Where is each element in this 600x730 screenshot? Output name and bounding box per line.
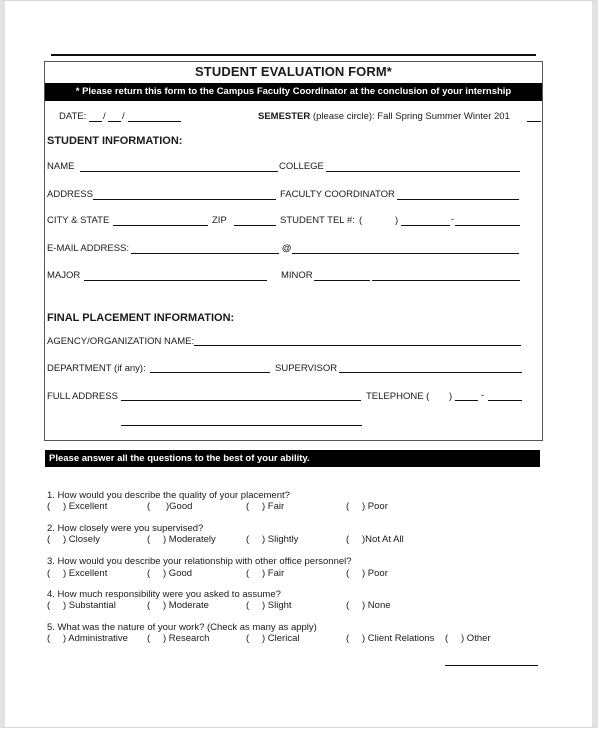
telephone-dash: - xyxy=(481,390,485,401)
tel-close-paren: ) xyxy=(395,215,399,226)
form-title: STUDENT EVALUATION FORM* xyxy=(195,64,392,79)
q3-option-fair[interactable]: ( ) Fair xyxy=(246,568,285,579)
date-month-field[interactable] xyxy=(89,121,102,122)
supervisor-field[interactable] xyxy=(339,372,522,373)
telephone-close-paren: ) xyxy=(449,391,453,402)
question-4-text: 4. How much responsibility were you asked to assume? xyxy=(47,589,281,600)
college-field[interactable] xyxy=(326,171,520,172)
q1-option-poor[interactable]: ( ) Poor xyxy=(346,501,388,512)
department-label: DEPARTMENT (if any): xyxy=(47,363,146,374)
tel-area-code-field[interactable] xyxy=(366,225,392,226)
q4-option-substantial[interactable]: ( ) Substantial xyxy=(47,600,116,611)
telephone-prefix-field[interactable] xyxy=(455,400,478,401)
q2-option-moderately[interactable]: ( ) Moderately xyxy=(147,534,216,545)
q3-option-poor[interactable]: ( ) Poor xyxy=(346,568,388,579)
student-info-heading: STUDENT INFORMATION: xyxy=(47,135,183,147)
placement-info-heading: FINAL PLACEMENT INFORMATION: xyxy=(47,312,235,324)
email-domain-field[interactable] xyxy=(292,253,519,254)
tel-dash: - xyxy=(451,214,455,225)
q4-option-slight[interactable]: ( ) Slight xyxy=(246,600,292,611)
city-state-field[interactable] xyxy=(113,225,208,226)
question-2-text: 2. How closely were you supervised? xyxy=(47,523,204,534)
zip-label: ZIP xyxy=(212,215,227,226)
q2-option-slightly[interactable]: ( ) Slightly xyxy=(246,534,299,545)
q5-option-clerical[interactable]: ( ) Clerical xyxy=(246,633,300,644)
semester-label: SEMESTER xyxy=(258,111,311,122)
full-address-field-1[interactable] xyxy=(121,400,361,401)
date-sep-1: / xyxy=(103,111,106,122)
minor-label: MINOR xyxy=(281,270,313,281)
supervisor-label: SUPERVISOR xyxy=(275,363,338,374)
faculty-coordinator-label: FACULTY COORDINATOR xyxy=(280,189,395,200)
tel-prefix-field[interactable] xyxy=(401,225,450,226)
q2-option-not-at-all[interactable]: ( )Not At All xyxy=(346,534,404,545)
semester-year-field[interactable] xyxy=(527,121,541,122)
top-rule xyxy=(51,54,536,56)
email-label: E-MAIL ADDRESS: xyxy=(47,243,130,254)
q1-option-fair[interactable]: ( ) Fair xyxy=(246,501,285,512)
zip-field[interactable] xyxy=(234,225,276,226)
q4-option-none[interactable]: ( ) None xyxy=(346,600,391,611)
tel-line-field[interactable] xyxy=(455,225,520,226)
date-day-field[interactable] xyxy=(108,121,121,122)
full-address-label: FULL ADDRESS xyxy=(47,391,118,402)
full-address-field-2[interactable] xyxy=(121,425,362,426)
email-user-field[interactable] xyxy=(131,253,279,254)
q3-option-excellent[interactable]: ( ) Excellent xyxy=(47,568,108,579)
telephone-label: TELEPHONE ( xyxy=(366,391,430,402)
q5-option-administrative[interactable]: ( ) Administrative xyxy=(47,633,128,644)
agency-field[interactable] xyxy=(194,345,521,346)
college-label: COLLEGE xyxy=(279,161,324,172)
semester-hint: (please circle): xyxy=(312,111,375,122)
question-5-text: 5. What was the nature of your work? (Check as many as apply) xyxy=(47,622,317,633)
question-3-text: 3. How would you describe your relationship with other office personnel? xyxy=(47,556,352,567)
email-at-sign: @ xyxy=(282,243,292,254)
tel-open-paren: ( xyxy=(359,215,363,226)
minor-field-1[interactable] xyxy=(314,280,370,281)
address-field[interactable] xyxy=(93,199,276,200)
q5-option-client-relations[interactable]: ( ) Client Relations xyxy=(346,633,435,644)
date-year-field[interactable] xyxy=(128,121,181,122)
student-tel-label: STUDENT TEL #: xyxy=(280,215,355,226)
agency-label: AGENCY/ORGANIZATION NAME: xyxy=(47,336,195,347)
other-specify-field[interactable] xyxy=(445,665,538,666)
q2-option-closely[interactable]: ( ) Closely xyxy=(47,534,100,545)
q1-option-good[interactable]: ( )Good xyxy=(147,501,193,512)
minor-field-2[interactable] xyxy=(372,280,520,281)
telephone-line-field[interactable] xyxy=(488,400,522,401)
faculty-coordinator-field[interactable] xyxy=(397,199,519,200)
date-label: DATE: xyxy=(59,111,87,122)
q5-option-research[interactable]: ( ) Research xyxy=(147,633,210,644)
q5-option-other[interactable]: ( ) Other xyxy=(445,633,491,644)
city-state-label: CITY & STATE xyxy=(47,215,110,226)
name-label: NAME xyxy=(47,161,75,172)
questions-banner: Please answer all the questions to the best of your ability. xyxy=(45,450,540,467)
name-field[interactable] xyxy=(80,171,278,172)
q4-option-moderate[interactable]: ( ) Moderate xyxy=(147,600,209,611)
q1-option-excellent[interactable]: ( ) Excellent xyxy=(47,501,108,512)
major-label: MAJOR xyxy=(47,270,81,281)
department-field[interactable] xyxy=(150,372,270,373)
return-notice-bar: * Please return this form to the Campus Faculty Coordinator at the conclusion of your internship xyxy=(45,83,542,101)
semester-options[interactable]: Fall Spring Summer Winter 201 xyxy=(377,111,510,122)
address-label: ADDRESS xyxy=(47,189,93,200)
semester-row xyxy=(258,111,510,122)
major-field[interactable] xyxy=(84,280,267,281)
date-sep-2: / xyxy=(122,111,125,122)
question-1-text: 1. How would you describe the quality of your placement? xyxy=(47,490,290,501)
q3-option-good[interactable]: ( ) Good xyxy=(147,568,193,579)
